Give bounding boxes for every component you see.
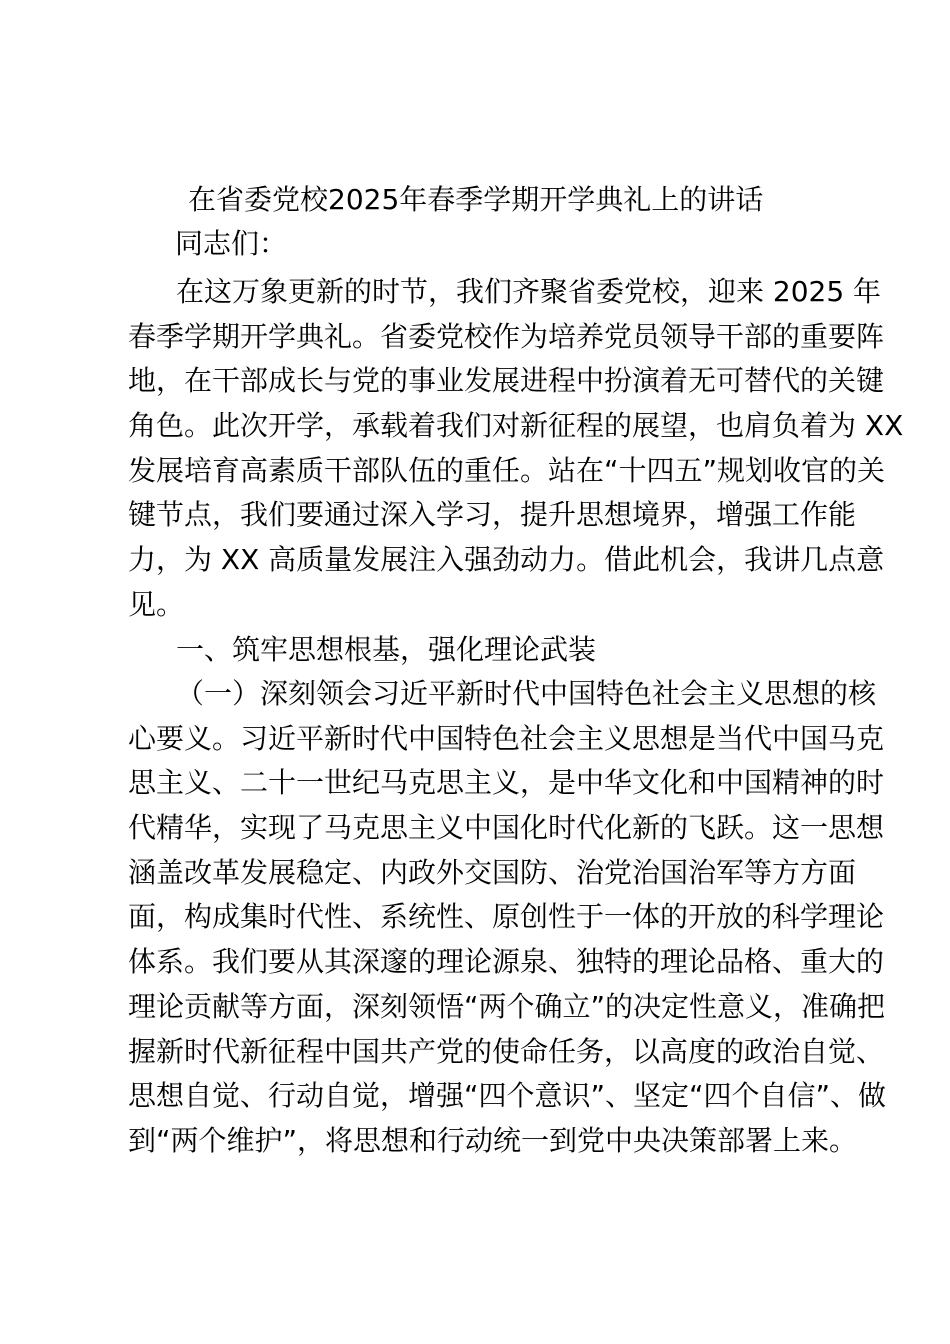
- text-line: 角色。此次开学，承载着我们对新征程的展望，也肩负着为 XX: [128, 409, 904, 443]
- text-line: 键节点，我们要通过深入学习，提升思想境界，增强工作能: [128, 498, 857, 532]
- text-line: 代精华，实现了马克思主义中国化时代化新的飞跃。这一思想: [128, 811, 885, 845]
- text-line: 心要义。习近平新时代中国特色社会主义思想是当代中国马克: [128, 721, 885, 755]
- paragraph-intro: [128, 270, 903, 628]
- text-line: 握新时代新征程中国共产党的使命任务，以高度的政治自觉、: [128, 1034, 885, 1068]
- text-line: 发展培育高素质干部队伍的重任。站在“十四五”规划收官的关: [128, 453, 886, 487]
- text-line: 春季学期开学典礼。省委党校作为培养党员领导干部的重要阵: [128, 319, 885, 353]
- text-line: 见。: [128, 587, 185, 621]
- greeting: 同志们：: [175, 227, 288, 260]
- document-title: 在省委党校2025年春季学期开学典礼上的讲话: [188, 183, 764, 216]
- text-line: 涵盖改革发展稳定、内政外交国防、治党治国治军等方方面: [128, 855, 857, 889]
- text-line: 体系。我们要从其深邃的理论源泉、独特的理论品格、重大的: [128, 945, 885, 979]
- text-line: 地，在干部成长与党的事业发展进程中扮演着无可替代的关键: [128, 364, 885, 398]
- text-line: 到“两个维护”，将思想和行动统一到党中央决策部署上来。: [128, 1123, 858, 1157]
- text-line: （一）深刻领会习近平新时代中国特色社会主义思想的核: [176, 677, 877, 710]
- text-line: 理论贡献等方面，深刻领悟“两个确立”的决定性意义，准确把: [128, 989, 886, 1023]
- text-line: 思想自觉、行动自觉，增强“四个意识”、坚定“四个自信”、做: [128, 1079, 887, 1113]
- text-line: 力，为 XX 高质量发展注入强劲动力。借此机会，我讲几点意: [128, 543, 885, 577]
- paragraph-section1: [128, 672, 886, 1164]
- section-heading-text: 一、筑牢思想根基，强化理论武装: [176, 633, 597, 666]
- section-heading: [128, 628, 596, 673]
- text-line: 面，构成集时代性、系统性、原创性于一体的开放的科学理论: [128, 900, 885, 934]
- text-line: 思主义、二十一世纪马克思主义，是中华文化和中国精神的时: [128, 766, 885, 800]
- text-line: 在这万象更新的时节，我们齐聚省委党校，迎来 2025 年: [176, 275, 882, 308]
